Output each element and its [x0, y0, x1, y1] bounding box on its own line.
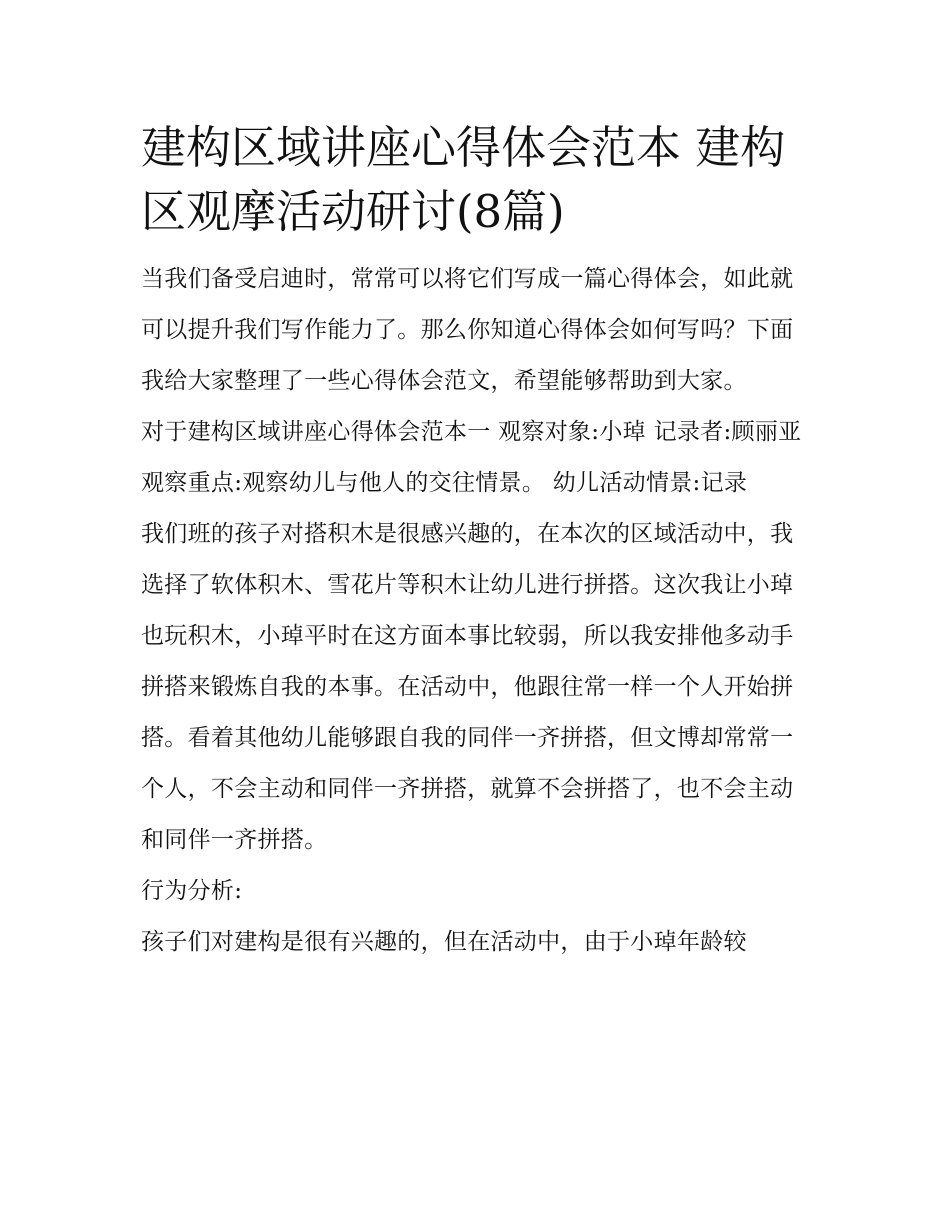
analysis-heading: 行为分析:	[141, 878, 243, 904]
document-body	[141, 116, 813, 968]
intro-paragraph: 当我们备受启迪时，常常可以将它们写成一篇心得体会，如此就可以提升我们写作能力了。那么你知道心得体会如何写吗？下面我给大家整理了一些心得体会范文，希望能够帮助到大家。	[141, 266, 794, 394]
observation-header-paragraph: 对于建构区域讲座心得体会范本一 观察对象:小琸 记录者:顾丽亚 观察重点:观察幼儿与他人的交往情景。 幼儿活动情景:记录	[141, 419, 802, 496]
record-paragraph: 我们班的孩子对搭积木是很感兴趣的，在本次的区域活动中，我选择了软体积木、雪花片等积木让幼儿进行拼搭。这次我让小琸也玩积木，小琸平时在这方面本事比较弱，所以我安排他多动手拼搭来锻炼自我的本事。在活动中，他跟往常一样一个人开始拼搭。看着其他幼儿能够跟自我的同伴一齐拼搭，但文博却常常一个人，不会主动和同伴一齐拼搭，就算不会拼搭了，也不会主动和同伴一齐拼搭。	[141, 521, 794, 853]
document-title: 建构区域讲座心得体会范本 建构区观摩活动研讨(8篇)	[141, 121, 786, 238]
analysis-paragraph: 孩子们对建构是很有兴趣的，但在活动中，由于小琸年龄较	[141, 929, 747, 955]
